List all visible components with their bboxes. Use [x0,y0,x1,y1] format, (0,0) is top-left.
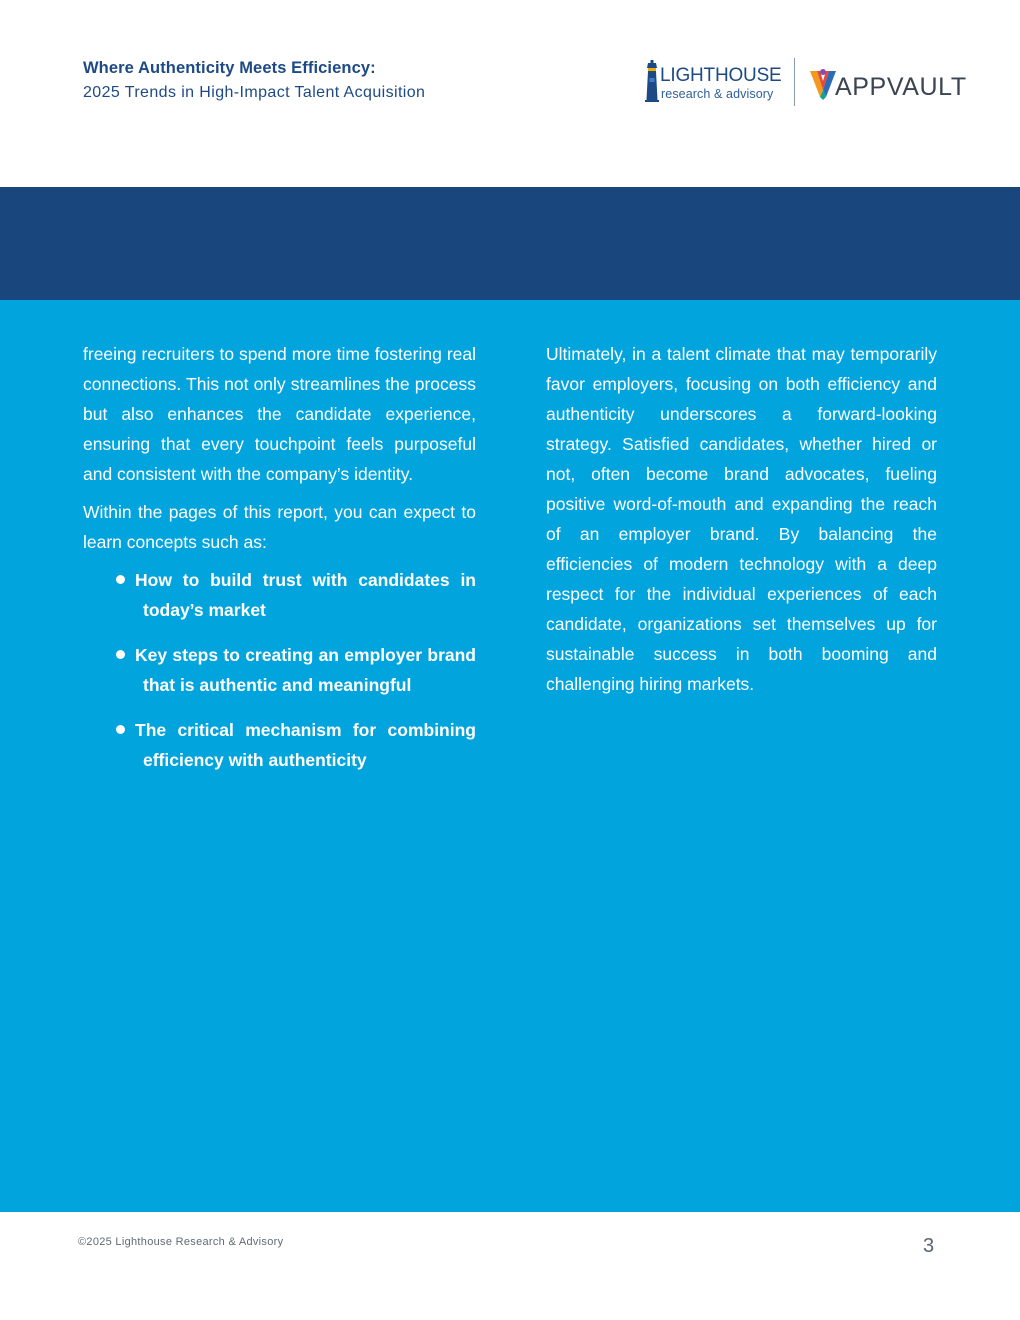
bullet-icon [116,725,125,734]
bullet-icon [116,575,125,584]
logo-divider [794,58,795,106]
lighthouse-logo [645,60,785,104]
left-paragraph-2: Within the pages of this report, you can expect to learn concepts such as: [83,502,476,552]
title-band [0,187,1020,300]
left-paragraph-1: freeing recruiters to spend more time fostering real connections. This not only streamlines the process but also enhances the candidate experience, ensuring that every touchpoint feels purposeful and consistent with the company’s identity. [83,344,476,484]
concepts-list [83,565,476,775]
page-header [0,0,1020,187]
right-paragraph-1: Ultimately, in a talent climate that may temporarily favor employers, focusing on both efficiency and authenticity underscores a forward-looking strategy. Satisfied candidates, whether hired or not, often become brand advocates, fueling positive word-of-mouth and expanding the reach of an employer brand. By balancing the efficiencies of modern technology with a deep respect for the individual experiences of each candidate, organizations set themselves up for sustainable success in both booming and challenging hiring markets. [546,344,937,694]
footer-copyright: ©2025 Lighthouse Research & Advisory [78,1236,284,1248]
lighthouse-icon [645,60,659,102]
appvault-name: APPVAULT [835,73,967,101]
list-item [116,640,476,700]
list-item-text: Key steps to creating an employer brand that is authentic and meaningful [135,645,476,695]
right-column [546,339,937,707]
appvault-v-icon [810,68,836,100]
list-item [116,565,476,625]
list-item-text: How to build trust with candidates in today’s market [135,570,476,620]
document-title: Where Authenticity Meets Efficiency: [83,59,376,77]
lighthouse-name: LIGHTHOUSE [660,65,782,86]
title-block [83,58,425,103]
list-item [116,715,476,775]
list-item-text: The critical mechanism for combining efficiency with authenticity [135,720,476,770]
bullet-icon [116,650,125,659]
left-column [83,339,476,790]
lighthouse-tagline: research & advisory [661,87,774,101]
page-number: 3 [923,1235,935,1257]
document-subtitle: 2025 Trends in High-Impact Talent Acquisition [83,84,426,101]
appvault-logo [810,68,970,102]
